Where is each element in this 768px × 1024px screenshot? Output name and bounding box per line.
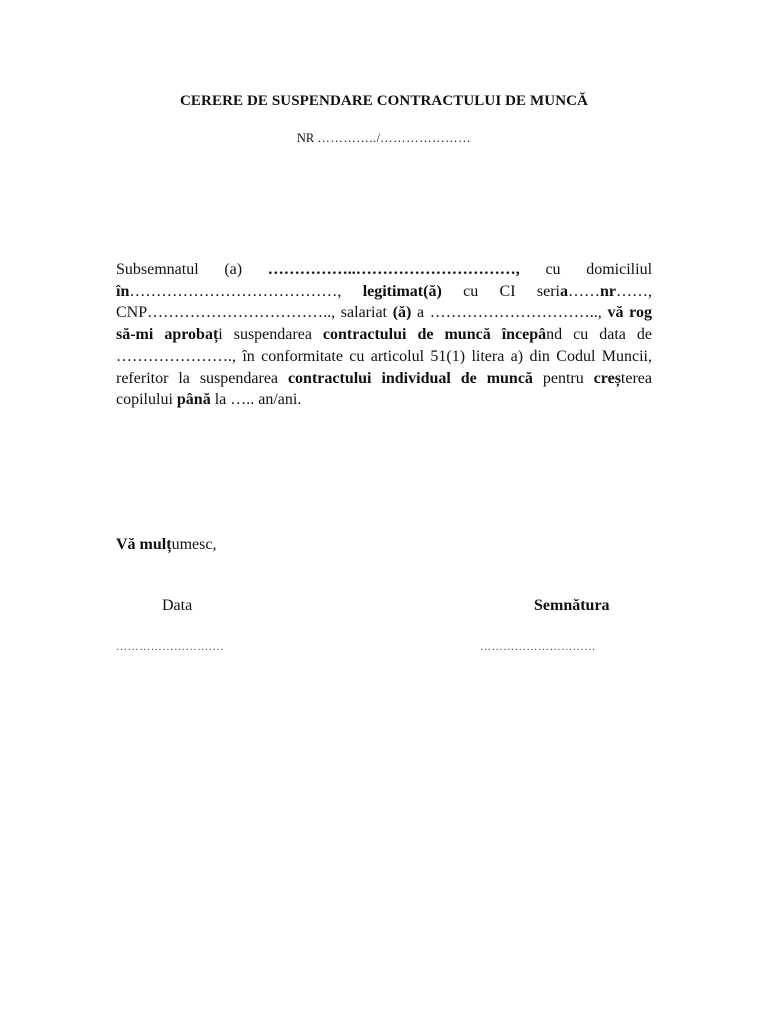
start-date-blank: nd cu data de …………………., în conformitate cu articolul 51(1) litera a) din Codul Muncii, referitor la suspendarea	[116, 326, 653, 387]
request-date-dots: …………………	[380, 131, 472, 145]
body-bold-segment: legitimat(ă)	[362, 282, 442, 300]
body-text-segment: Subsemnatul (a)	[116, 261, 268, 278]
body-bold-segment: în	[116, 282, 130, 300]
cnp-blank: ……, CNP…………………………….., salariat	[116, 282, 652, 322]
body-bold-segment: (ă)	[392, 304, 412, 322]
body-bold-segment: contractului individual de muncă	[287, 369, 533, 387]
closing-rest: umesc,	[171, 536, 217, 553]
child-age-blank: la ….. an/ani.	[210, 391, 302, 409]
body-bold-segment: vă rog să-mi aprobaț	[116, 304, 652, 344]
closing-bold: Vă mulț	[116, 536, 172, 553]
body-bold-segment: nr	[600, 282, 616, 300]
employer-blank: a …………………………..,	[411, 304, 608, 322]
signature-label: Semnătura	[534, 597, 610, 614]
body-bold-segment: creș	[593, 369, 621, 387]
document-title: CERERE DE SUSPENDARE CONTRACTULUI DE MUNCĂ	[180, 93, 588, 109]
body-text-segment: terea copilului	[116, 369, 652, 409]
id-series-blank: ……	[568, 282, 600, 300]
request-body-paragraph	[116, 259, 652, 411]
closing-line	[116, 536, 216, 554]
body-text-segment: cu domiciliul	[519, 261, 653, 278]
request-number-line	[0, 131, 768, 146]
request-number-slash: /	[376, 131, 381, 145]
date-label: Data	[162, 597, 193, 614]
name-blank: ……………..…………………………,	[267, 261, 520, 278]
signature-blank: …………………………	[480, 641, 596, 653]
body-bold-segment: până	[176, 391, 211, 409]
date-blank: ……………………….	[116, 641, 224, 653]
body-bold-segment: a	[560, 282, 568, 300]
body-text-segment: pentru	[532, 369, 594, 387]
request-number-dots: …………..	[317, 131, 377, 145]
body-bold-segment: contractului de muncă începâ	[322, 326, 547, 344]
request-number-label: NR	[296, 131, 315, 145]
body-text-segment: i suspendarea	[218, 326, 323, 344]
body-text-segment: cu CI seri	[441, 282, 560, 300]
address-blank: …………………………………,	[129, 282, 363, 300]
